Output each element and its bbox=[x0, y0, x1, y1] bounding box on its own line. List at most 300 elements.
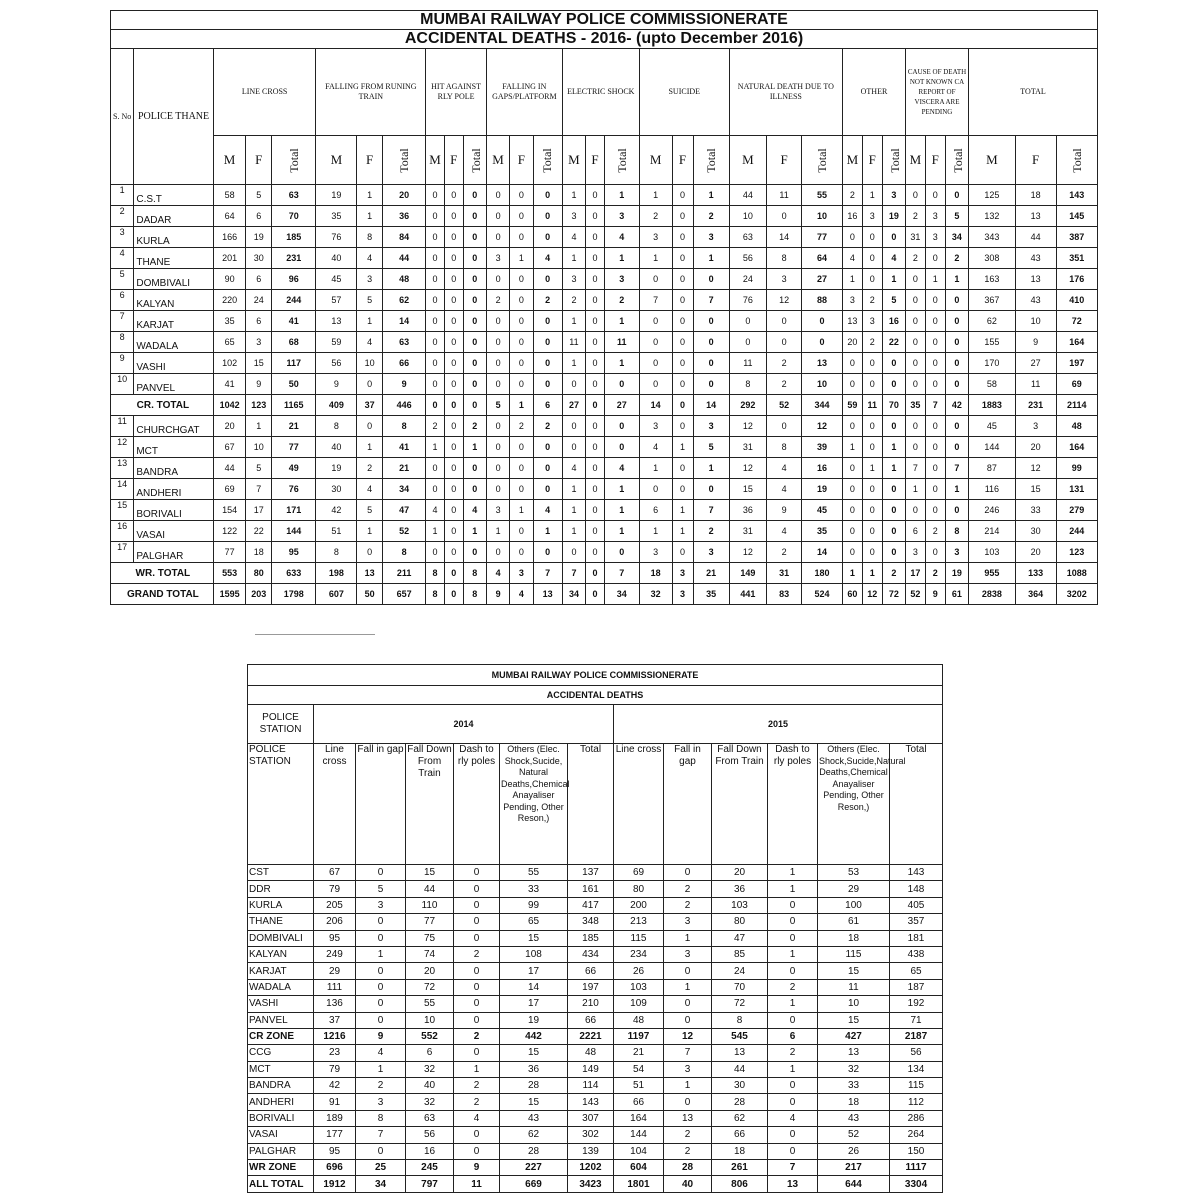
serial-number: 8 bbox=[111, 332, 134, 353]
cell-value: 9 bbox=[246, 374, 272, 395]
cell-value: 49 bbox=[272, 458, 316, 479]
cell-value: 11 bbox=[862, 395, 882, 416]
cell-value: 0 bbox=[463, 395, 486, 416]
cell-value: 37 bbox=[314, 1012, 356, 1028]
cell-value: 0 bbox=[463, 290, 486, 311]
cell-value: 0 bbox=[356, 1012, 406, 1028]
cell-value: 1 bbox=[639, 248, 672, 269]
table-row bbox=[248, 1045, 943, 1061]
station-name: GRAND TOTAL bbox=[111, 584, 214, 605]
cell-value: 3 bbox=[672, 584, 693, 605]
cell-value: 189 bbox=[314, 1110, 356, 1126]
station-name: BANDRA bbox=[134, 458, 213, 479]
cell-value: 44 bbox=[1015, 227, 1056, 248]
cell-value: 633 bbox=[272, 563, 316, 584]
total-subheader bbox=[604, 136, 639, 185]
cell-value: 644 bbox=[818, 1176, 890, 1192]
cell-value: 40 bbox=[664, 1176, 712, 1192]
cell-value: 8 bbox=[729, 374, 766, 395]
cell-value: 8 bbox=[316, 416, 357, 437]
cell-value: 0 bbox=[906, 416, 926, 437]
cell-value: 4 bbox=[463, 500, 486, 521]
cell-value: 0 bbox=[533, 437, 562, 458]
cell-value: 3 bbox=[1015, 416, 1056, 437]
cell-value: 13 bbox=[1015, 206, 1056, 227]
cell-value: 13 bbox=[357, 563, 383, 584]
cell-value: 0 bbox=[586, 542, 605, 563]
cell-value: 0 bbox=[906, 500, 926, 521]
cell-value: 34 bbox=[945, 227, 968, 248]
cell-value: 2 bbox=[925, 563, 945, 584]
station-name: ANDHERI bbox=[134, 479, 213, 500]
cell-value: 0 bbox=[454, 1143, 500, 1159]
cell-value: 4 bbox=[842, 248, 862, 269]
cell-value: 21 bbox=[693, 563, 729, 584]
cell-value: 0 bbox=[486, 437, 509, 458]
cell-value: 13 bbox=[712, 1045, 768, 1061]
cell-value: 11 bbox=[1015, 374, 1056, 395]
cell-value: 1912 bbox=[314, 1176, 356, 1192]
cell-value: 292 bbox=[729, 395, 766, 416]
cell-value: 0 bbox=[925, 542, 945, 563]
cell-value: 35 bbox=[316, 206, 357, 227]
cell-value: 66 bbox=[614, 1094, 664, 1110]
serial-number: 13 bbox=[111, 458, 134, 479]
cell-value: 4 bbox=[533, 500, 562, 521]
serial-number: 17 bbox=[111, 542, 134, 563]
cell-value: 0 bbox=[906, 332, 926, 353]
category-header: OTHER bbox=[842, 49, 905, 136]
cell-value: 67 bbox=[213, 437, 246, 458]
cell-value: 7 bbox=[356, 1127, 406, 1143]
cell-value: 14 bbox=[802, 542, 843, 563]
cell-value: 0 bbox=[586, 353, 605, 374]
cell-value: 2 bbox=[767, 374, 802, 395]
cell-value: 0 bbox=[586, 437, 605, 458]
cell-value: 29 bbox=[314, 963, 356, 979]
female-subheader: F bbox=[1015, 136, 1056, 185]
total-subheader bbox=[1056, 136, 1097, 185]
cell-value: 2 bbox=[693, 521, 729, 542]
table-row bbox=[111, 374, 1098, 395]
cell-value: 187 bbox=[890, 979, 943, 995]
cell-value: 0 bbox=[672, 290, 693, 311]
cell-value: 1 bbox=[604, 500, 639, 521]
cell-value: 1 bbox=[562, 521, 585, 542]
cell-value: 45 bbox=[969, 416, 1016, 437]
cell-value: 0 bbox=[672, 374, 693, 395]
cell-value: 43 bbox=[500, 1110, 568, 1126]
column-header-2014: Total bbox=[568, 744, 614, 865]
male-subheader: M bbox=[426, 136, 445, 185]
cell-value: 180 bbox=[802, 563, 843, 584]
cell-value: 6 bbox=[906, 521, 926, 542]
cell-value: 95 bbox=[314, 930, 356, 946]
cell-value: 65 bbox=[213, 332, 246, 353]
cell-value: 2114 bbox=[1056, 395, 1097, 416]
cell-value: 32 bbox=[406, 1094, 454, 1110]
cell-value: 3 bbox=[664, 1061, 712, 1077]
cell-value: 1 bbox=[510, 248, 533, 269]
cell-value: 4 bbox=[533, 248, 562, 269]
station-name: THANE bbox=[248, 914, 314, 930]
cell-value: 0 bbox=[842, 479, 862, 500]
cell-value: 0 bbox=[426, 395, 445, 416]
cell-value: 1 bbox=[882, 458, 905, 479]
cell-value: 0 bbox=[672, 269, 693, 290]
cell-value: 1 bbox=[842, 437, 862, 458]
cell-value: 27 bbox=[802, 269, 843, 290]
cell-value: 12 bbox=[729, 458, 766, 479]
cell-value: 1 bbox=[562, 185, 585, 206]
cell-value: 0 bbox=[454, 865, 500, 881]
cell-value: 201 bbox=[213, 248, 246, 269]
cell-value: 0 bbox=[586, 332, 605, 353]
cell-value: 0 bbox=[842, 374, 862, 395]
cell-value: 0 bbox=[463, 332, 486, 353]
cell-value: 3 bbox=[925, 206, 945, 227]
cell-value: 3 bbox=[356, 1094, 406, 1110]
cell-value: 245 bbox=[406, 1160, 454, 1176]
cell-value: 3 bbox=[906, 542, 926, 563]
cell-value: 0 bbox=[444, 248, 463, 269]
cell-value: 36 bbox=[729, 500, 766, 521]
cell-value: 0 bbox=[802, 332, 843, 353]
table-row bbox=[248, 1110, 943, 1126]
cell-value: 0 bbox=[586, 311, 605, 332]
cell-value: 17 bbox=[246, 500, 272, 521]
cell-value: 9 bbox=[316, 374, 357, 395]
cell-value: 53 bbox=[818, 865, 890, 881]
female-subheader: F bbox=[246, 136, 272, 185]
serial-number: 16 bbox=[111, 521, 134, 542]
cell-value: 114 bbox=[568, 1078, 614, 1094]
table-row bbox=[111, 500, 1098, 521]
cell-value: 0 bbox=[604, 416, 639, 437]
table-row bbox=[111, 227, 1098, 248]
cell-value: 1216 bbox=[314, 1028, 356, 1044]
table-row bbox=[248, 881, 943, 897]
cell-value: 264 bbox=[890, 1127, 943, 1143]
station-name: MCT bbox=[134, 437, 213, 458]
cell-value: 0 bbox=[639, 332, 672, 353]
cell-value: 43 bbox=[818, 1110, 890, 1126]
station-name: PANVEL bbox=[248, 1012, 314, 1028]
cell-value: 10 bbox=[246, 437, 272, 458]
table-row bbox=[111, 311, 1098, 332]
cell-value: 171 bbox=[272, 500, 316, 521]
cell-value: 1 bbox=[768, 1061, 818, 1077]
cell-value: 286 bbox=[890, 1110, 943, 1126]
cell-value: 2 bbox=[906, 248, 926, 269]
station-name: VASHI bbox=[134, 353, 213, 374]
cell-value: 166 bbox=[213, 227, 246, 248]
cell-value: 72 bbox=[712, 996, 768, 1012]
station-name: DOMBIVALI bbox=[134, 269, 213, 290]
cell-value: 0 bbox=[693, 332, 729, 353]
cell-value: 0 bbox=[444, 584, 463, 605]
cell-value: 2 bbox=[639, 206, 672, 227]
cell-value: 1 bbox=[768, 865, 818, 881]
cell-value: 4 bbox=[454, 1110, 500, 1126]
cell-value: 10 bbox=[1015, 311, 1056, 332]
cell-value: 302 bbox=[568, 1127, 614, 1143]
station-name: DOMBIVALI bbox=[248, 930, 314, 946]
cell-value: 12 bbox=[664, 1028, 712, 1044]
cell-value: 249 bbox=[314, 946, 356, 962]
police-thane-header: POLICE THANE bbox=[134, 49, 213, 185]
cell-value: 4 bbox=[426, 500, 445, 521]
cell-value: 0 bbox=[882, 521, 905, 542]
cell-value: 19 bbox=[316, 185, 357, 206]
cell-value: 11 bbox=[818, 979, 890, 995]
cell-value: 244 bbox=[1056, 521, 1097, 542]
cell-value: 0 bbox=[768, 930, 818, 946]
cell-value: 1 bbox=[454, 1061, 500, 1077]
cell-value: 0 bbox=[945, 353, 968, 374]
cell-value: 161 bbox=[568, 881, 614, 897]
cell-value: 0 bbox=[533, 311, 562, 332]
cell-value: 0 bbox=[356, 979, 406, 995]
cell-value: 0 bbox=[486, 227, 509, 248]
cell-value: 0 bbox=[945, 185, 968, 206]
cell-value: 0 bbox=[925, 437, 945, 458]
cell-value: 55 bbox=[802, 185, 843, 206]
cell-value: 8 bbox=[356, 1110, 406, 1126]
cell-value: 117 bbox=[272, 353, 316, 374]
cell-value: 0 bbox=[463, 479, 486, 500]
cell-value: 163 bbox=[969, 269, 1016, 290]
cell-value: 16 bbox=[802, 458, 843, 479]
cell-value: 220 bbox=[213, 290, 246, 311]
cell-value: 0 bbox=[586, 521, 605, 542]
cell-value: 8 bbox=[463, 563, 486, 584]
cell-value: 11 bbox=[454, 1176, 500, 1192]
cell-value: 1 bbox=[945, 479, 968, 500]
cell-value: 8 bbox=[945, 521, 968, 542]
cell-value: 133 bbox=[1015, 563, 1056, 584]
cell-value: 0 bbox=[454, 897, 500, 913]
cell-value: 0 bbox=[426, 458, 445, 479]
cell-value: 112 bbox=[890, 1094, 943, 1110]
cell-value: 3 bbox=[693, 227, 729, 248]
cell-value: 13 bbox=[842, 311, 862, 332]
cell-value: 2 bbox=[510, 416, 533, 437]
cell-value: 0 bbox=[768, 914, 818, 930]
cell-value: 0 bbox=[586, 563, 605, 584]
cell-value: 64 bbox=[802, 248, 843, 269]
cell-value: 231 bbox=[272, 248, 316, 269]
cell-value: 17 bbox=[500, 996, 568, 1012]
cell-value: 1 bbox=[768, 996, 818, 1012]
cell-value: 155 bbox=[969, 332, 1016, 353]
cell-value: 44 bbox=[406, 881, 454, 897]
cell-value: 80 bbox=[712, 914, 768, 930]
cell-value: 0 bbox=[444, 332, 463, 353]
cell-value: 44 bbox=[712, 1061, 768, 1077]
cell-value: 95 bbox=[314, 1143, 356, 1159]
cell-value: 16 bbox=[842, 206, 862, 227]
cell-value: 132 bbox=[969, 206, 1016, 227]
cell-value: 0 bbox=[444, 479, 463, 500]
cell-value: 0 bbox=[925, 374, 945, 395]
cell-value: 2 bbox=[454, 1028, 500, 1044]
table-2014-2015-title: MUMBAI RAILWAY POLICE COMMISSIONERATE bbox=[248, 665, 943, 686]
cell-value: 214 bbox=[969, 521, 1016, 542]
cell-value: 148 bbox=[890, 881, 943, 897]
cell-value: 2 bbox=[357, 458, 383, 479]
cell-value: 0 bbox=[533, 269, 562, 290]
cell-value: 203 bbox=[246, 584, 272, 605]
cell-value: 0 bbox=[604, 437, 639, 458]
table-row bbox=[111, 458, 1098, 479]
cell-value: 34 bbox=[604, 584, 639, 605]
cell-value: 85 bbox=[712, 946, 768, 962]
cell-value: 143 bbox=[1056, 185, 1097, 206]
cell-value: 0 bbox=[486, 458, 509, 479]
cell-value: 54 bbox=[614, 1061, 664, 1077]
cell-value: 1042 bbox=[213, 395, 246, 416]
cell-value: 0 bbox=[463, 311, 486, 332]
cell-value: 11 bbox=[767, 185, 802, 206]
cell-value: 2 bbox=[356, 1078, 406, 1094]
cell-value: 657 bbox=[383, 584, 426, 605]
cell-value: 0 bbox=[693, 311, 729, 332]
cell-value: 77 bbox=[406, 914, 454, 930]
cell-value: 0 bbox=[426, 353, 445, 374]
cell-value: 5 bbox=[246, 185, 272, 206]
cell-value: 18 bbox=[712, 1143, 768, 1159]
column-header-2015: Fall in gap bbox=[664, 744, 712, 865]
station-name: CR ZONE bbox=[248, 1028, 314, 1044]
cell-value: 0 bbox=[906, 374, 926, 395]
cell-value: 0 bbox=[672, 206, 693, 227]
serial-number: 4 bbox=[111, 248, 134, 269]
cell-value: 3 bbox=[925, 227, 945, 248]
cell-value: 0 bbox=[463, 458, 486, 479]
station-name: VASHI bbox=[248, 996, 314, 1012]
total-subheader-label: Total bbox=[614, 148, 629, 173]
cell-value: 44 bbox=[383, 248, 426, 269]
cell-value: 7 bbox=[639, 290, 672, 311]
cell-value: 0 bbox=[693, 479, 729, 500]
cell-value: 0 bbox=[882, 416, 905, 437]
cell-value: 115 bbox=[614, 930, 664, 946]
cell-value: 279 bbox=[1056, 500, 1097, 521]
cell-value: 31 bbox=[729, 521, 766, 542]
station-name: ANDHERI bbox=[248, 1094, 314, 1110]
table-row bbox=[248, 979, 943, 995]
cell-value: 2 bbox=[664, 1143, 712, 1159]
cell-value: 8 bbox=[316, 542, 357, 563]
cell-value: 70 bbox=[272, 206, 316, 227]
station-name: KURLA bbox=[248, 897, 314, 913]
cell-value: 122 bbox=[213, 521, 246, 542]
cell-value: 116 bbox=[969, 479, 1016, 500]
cell-value: 0 bbox=[533, 542, 562, 563]
cell-value: 2 bbox=[664, 881, 712, 897]
cell-value: 125 bbox=[969, 185, 1016, 206]
cell-value: 0 bbox=[486, 206, 509, 227]
cell-value: 3202 bbox=[1056, 584, 1097, 605]
cell-value: 6 bbox=[768, 1028, 818, 1044]
cell-value: 6 bbox=[406, 1045, 454, 1061]
cell-value: 0 bbox=[510, 353, 533, 374]
cell-value: 50 bbox=[272, 374, 316, 395]
cell-value: 205 bbox=[314, 897, 356, 913]
cell-value: 0 bbox=[510, 521, 533, 542]
cell-value: 34 bbox=[356, 1176, 406, 1192]
cell-value: 45 bbox=[316, 269, 357, 290]
cell-value: 0 bbox=[767, 332, 802, 353]
serial-number: 2 bbox=[111, 206, 134, 227]
cell-value: 0 bbox=[426, 227, 445, 248]
cell-value: 545 bbox=[712, 1028, 768, 1044]
cell-value: 2 bbox=[768, 979, 818, 995]
cell-value: 3 bbox=[356, 897, 406, 913]
cell-value: 246 bbox=[969, 500, 1016, 521]
cell-value: 0 bbox=[906, 290, 926, 311]
cell-value: 51 bbox=[614, 1078, 664, 1094]
cell-value: 18 bbox=[1015, 185, 1056, 206]
cell-value: 0 bbox=[882, 374, 905, 395]
cell-value: 0 bbox=[842, 458, 862, 479]
cell-value: 0 bbox=[802, 311, 843, 332]
cell-value: 3 bbox=[693, 416, 729, 437]
cell-value: 2 bbox=[945, 248, 968, 269]
accidental-deaths-2016-table bbox=[110, 10, 1098, 605]
station-name: WADALA bbox=[248, 979, 314, 995]
year-2015-header: 2015 bbox=[614, 705, 943, 744]
cell-value: 0 bbox=[862, 248, 882, 269]
cell-value: 11 bbox=[604, 332, 639, 353]
cell-value: 35 bbox=[802, 521, 843, 542]
cell-value: 0 bbox=[925, 332, 945, 353]
cell-value: 0 bbox=[533, 458, 562, 479]
cell-value: 669 bbox=[500, 1176, 568, 1192]
cell-value: 154 bbox=[213, 500, 246, 521]
cell-value: 32 bbox=[818, 1061, 890, 1077]
cell-value: 1 bbox=[693, 248, 729, 269]
cell-value: 3 bbox=[767, 269, 802, 290]
cell-value: 0 bbox=[842, 416, 862, 437]
cell-value: 3 bbox=[664, 946, 712, 962]
cell-value: 0 bbox=[672, 416, 693, 437]
cell-value: 442 bbox=[500, 1028, 568, 1044]
cell-value: 9 bbox=[486, 584, 509, 605]
cell-value: 58 bbox=[213, 185, 246, 206]
cell-value: 20 bbox=[213, 416, 246, 437]
cell-value: 1 bbox=[862, 458, 882, 479]
cell-value: 1 bbox=[842, 563, 862, 584]
cell-value: 14 bbox=[383, 311, 426, 332]
cell-value: 3 bbox=[357, 269, 383, 290]
section-divider bbox=[255, 634, 375, 635]
cell-value: 1 bbox=[664, 930, 712, 946]
cell-value: 43 bbox=[1015, 290, 1056, 311]
cell-value: 0 bbox=[486, 311, 509, 332]
cell-value: 0 bbox=[664, 963, 712, 979]
cell-value: 131 bbox=[1056, 479, 1097, 500]
cell-value: 0 bbox=[586, 374, 605, 395]
cell-value: 2 bbox=[767, 542, 802, 563]
cell-value: 1 bbox=[533, 521, 562, 542]
cell-value: 1 bbox=[562, 479, 585, 500]
cell-value: 56 bbox=[729, 248, 766, 269]
cell-value: 80 bbox=[246, 563, 272, 584]
cell-value: 198 bbox=[316, 563, 357, 584]
zone-total-row bbox=[248, 1160, 943, 1176]
